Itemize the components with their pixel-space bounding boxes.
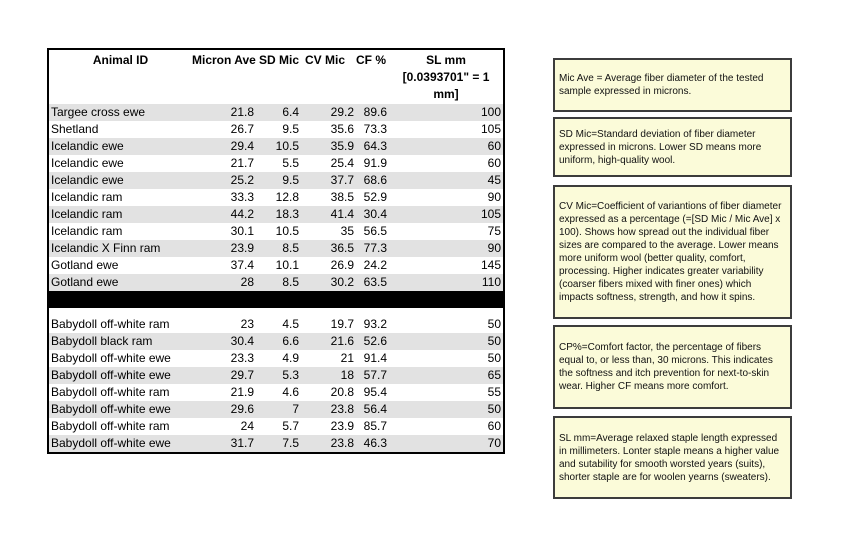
- cf-pct-cell: 56.5: [363, 224, 387, 238]
- sd-mic-cell: 8.5: [282, 241, 299, 255]
- sd-mic-cell: 5.7: [282, 419, 299, 433]
- animal-id-cell: Icelandic ram: [51, 190, 123, 204]
- cf-pct-cell: 46.3: [363, 436, 387, 450]
- spacer-row: [49, 308, 503, 316]
- cf-pct-cell: 56.4: [363, 402, 387, 416]
- micron-ave-cell: 26.7: [230, 122, 254, 136]
- cf-pct-cell: 68.6: [363, 173, 387, 187]
- cv-mic-cell: 23.8: [330, 436, 354, 450]
- sl-mm-cell: 60: [487, 156, 501, 170]
- sd-mic-cell: 9.5: [282, 122, 299, 136]
- table-row: [49, 155, 503, 172]
- sl-mm-cell: 50: [487, 334, 501, 348]
- cf-pct-cell: 85.7: [363, 419, 387, 433]
- sd-mic-cell: 4.5: [282, 317, 299, 331]
- table-row: [49, 189, 503, 206]
- animal-id-cell: Targee cross ewe: [51, 105, 146, 119]
- sd-mic-cell: 4.6: [282, 385, 299, 399]
- sd-mic-cell: 7: [292, 402, 299, 416]
- table-row: [49, 316, 503, 333]
- animal-id-cell: Babydoll black ram: [51, 334, 153, 348]
- table-body-group2: [49, 316, 503, 452]
- sd-mic-cell: 8.5: [282, 275, 299, 289]
- animal-id-cell: Icelandic ewe: [51, 139, 124, 153]
- table-row: [49, 367, 503, 384]
- micron-ave-cell: 29.6: [230, 402, 254, 416]
- micron-ave-cell: 33.3: [230, 190, 254, 204]
- header-sl-mm-line2: [0.0393701" = 1: [402, 70, 490, 84]
- header-micron-ave: Micron Ave: [192, 53, 256, 67]
- note-cv-mic: [553, 185, 792, 319]
- cv-mic-cell: 35.9: [330, 139, 354, 153]
- header-sl-mm-line3: mm]: [433, 87, 459, 101]
- micron-ave-cell: 21.9: [230, 385, 254, 399]
- sd-mic-cell: 18.3: [275, 207, 299, 221]
- sd-mic-cell: 10.5: [275, 224, 299, 238]
- sd-mic-cell: 7.5: [282, 436, 299, 450]
- cv-mic-cell: 25.4: [330, 156, 354, 170]
- micron-ave-cell: 29.4: [230, 139, 254, 153]
- cv-mic-cell: 36.5: [330, 241, 354, 255]
- note-cf-pct: [553, 325, 792, 409]
- cv-mic-cell: 21: [340, 351, 354, 365]
- sl-mm-cell: 90: [487, 241, 501, 255]
- animal-id-cell: Icelandic ram: [51, 207, 123, 221]
- animal-id-cell: Icelandic ewe: [51, 156, 124, 170]
- sd-mic-cell: 6.4: [282, 105, 299, 119]
- cv-mic-cell: 19.7: [330, 317, 354, 331]
- sl-mm-cell: 100: [480, 105, 501, 119]
- header-cv-mic: CV Mic: [304, 53, 345, 67]
- animal-id-cell: Icelandic ram: [51, 224, 123, 238]
- micron-ave-cell: 24: [240, 419, 254, 433]
- micron-ave-cell: 23.3: [230, 351, 254, 365]
- note-sd-mic: [553, 117, 792, 177]
- sl-mm-cell: 45: [487, 173, 501, 187]
- cf-pct-cell: 30.4: [363, 207, 387, 221]
- cv-mic-cell: 35: [340, 224, 354, 238]
- table-row: [49, 333, 503, 350]
- note-sl-mm: [553, 416, 792, 499]
- header-sd-mic: SD Mic: [258, 53, 299, 67]
- table-row: [49, 172, 503, 189]
- sl-mm-cell: 50: [487, 351, 501, 365]
- cv-mic-cell: 23.9: [330, 419, 354, 433]
- cv-mic-cell: 30.2: [330, 275, 354, 289]
- sl-mm-cell: 50: [487, 317, 501, 331]
- micron-ave-cell: 21.7: [230, 156, 254, 170]
- sl-mm-cell: 50: [487, 402, 501, 416]
- table-row: [49, 121, 503, 138]
- animal-id-cell: Babydoll off-white ewe: [51, 402, 171, 416]
- table-body-group1: [49, 104, 503, 291]
- sl-mm-cell: 90: [487, 190, 501, 204]
- sd-mic-cell: 5.3: [282, 368, 299, 382]
- sl-mm-cell: 60: [487, 419, 501, 433]
- sl-mm-cell: 60: [487, 139, 501, 153]
- cv-mic-cell: 23.8: [330, 402, 354, 416]
- note-mic-ave: [553, 58, 792, 112]
- micron-ave-cell: 30.1: [230, 224, 254, 238]
- cf-pct-cell: 77.3: [363, 241, 387, 255]
- table-row: [49, 223, 503, 240]
- sd-mic-cell: 6.6: [282, 334, 299, 348]
- cf-pct-cell: 93.2: [363, 317, 387, 331]
- animal-id-cell: Babydoll off-white ram: [51, 317, 170, 331]
- animal-id-cell: Babydoll off-white ewe: [51, 436, 171, 450]
- sd-mic-cell: 9.5: [282, 173, 299, 187]
- header-sl-mm-line1: SL mm: [426, 53, 466, 67]
- table-row: [49, 104, 503, 121]
- micron-ave-cell: 31.7: [230, 436, 254, 450]
- note-sl-mm-text: SL mm=Average relaxed staple length expressed in millimeters. Lonter staple means a higher value and sutability for smooth worsted years (suits), shorter staple are for woolen yearns (sweaters).: [559, 432, 780, 483]
- sl-mm-cell: 110: [481, 275, 501, 289]
- micron-ave-cell: 30.4: [230, 334, 254, 348]
- cv-mic-cell: 29.2: [330, 105, 354, 119]
- sd-mic-cell: 12.8: [275, 190, 299, 204]
- micron-ave-cell: 29.7: [230, 368, 254, 382]
- cv-mic-cell: 26.9: [330, 258, 354, 272]
- animal-id-cell: Gotland ewe: [51, 275, 119, 289]
- micron-ave-cell: 37.4: [230, 258, 254, 272]
- sl-mm-cell: 55: [487, 385, 501, 399]
- table-row: [49, 257, 503, 274]
- cf-pct-cell: 57.7: [363, 368, 387, 382]
- cf-pct-cell: 24.2: [363, 258, 387, 272]
- cv-mic-cell: 35.6: [330, 122, 354, 136]
- animal-id-cell: Icelandic X Finn ram: [51, 241, 161, 255]
- cf-pct-cell: 95.4: [363, 385, 387, 399]
- cv-mic-cell: 38.5: [330, 190, 354, 204]
- sd-mic-cell: 10.1: [275, 258, 299, 272]
- animal-id-cell: Icelandic ewe: [51, 173, 124, 187]
- cv-mic-cell: 37.7: [330, 173, 354, 187]
- animal-id-cell: Babydoll off-white ewe: [51, 368, 171, 382]
- micron-ave-cell: 23.9: [230, 241, 254, 255]
- sl-mm-cell: 105: [480, 122, 501, 136]
- fleece-data-table: [47, 48, 505, 454]
- cf-pct-cell: 91.4: [363, 351, 387, 365]
- sl-mm-cell: 105: [480, 207, 501, 221]
- table-row: [49, 240, 503, 257]
- note-sd-mic-text: SD Mic=Standard deviation of fiber diameter expressed in microns. Lower SD means more uniform, high-quality wool.: [559, 128, 762, 166]
- animal-id-cell: Gotland ewe: [51, 258, 119, 272]
- micron-ave-cell: 44.2: [230, 207, 254, 221]
- header-sl-mm: [389, 50, 503, 103]
- note-cv-mic-text: CV Mic=Coefficient of variantions of fiber diameter expressed as a percentage (=[SD Mic / Mic Ave] x 100). Shows how spread out the individual fiber sizes are compared to the average. Lower means more uniform wool (better quality, comfort, processing. Higher indicates greater variability (coarser fibers mixed with finer ones) which impacts softness, strength, and how it spins.: [559, 201, 782, 303]
- sl-mm-cell: 145: [480, 258, 501, 272]
- micron-ave-cell: 23: [240, 317, 254, 331]
- table-row: [49, 206, 503, 223]
- animal-id-cell: Shetland: [51, 122, 99, 136]
- header-animal-id: Animal ID: [92, 53, 149, 67]
- table-row: [49, 435, 503, 452]
- cf-pct-cell: 64.3: [363, 139, 387, 153]
- cf-pct-cell: 73.3: [363, 122, 387, 136]
- animal-id-cell: Babydoll off-white ram: [51, 419, 170, 433]
- micron-ave-cell: 28: [240, 275, 254, 289]
- sd-mic-cell: 4.9: [282, 351, 299, 365]
- micron-ave-cell: 21.8: [230, 105, 254, 119]
- table-row: [49, 138, 503, 155]
- header-cf-pct: CF %: [356, 53, 386, 67]
- table-header-row: [49, 50, 503, 104]
- sl-mm-cell: 75: [487, 224, 501, 238]
- sl-mm-cell: 70: [487, 436, 501, 450]
- micron-ave-cell: 25.2: [230, 173, 254, 187]
- table-row: [49, 274, 503, 291]
- cf-pct-cell: 63.5: [363, 275, 387, 289]
- separator-row: [49, 291, 503, 308]
- table-row: [49, 418, 503, 435]
- cf-pct-cell: 52.6: [363, 334, 387, 348]
- table-row: [49, 350, 503, 367]
- cf-pct-cell: 52.9: [363, 190, 387, 204]
- cf-pct-cell: 91.9: [363, 156, 387, 170]
- note-cf-pct-text: CP%=Comfort factor, the percentage of fibers equal to, or less than, 30 microns. This indicates the softness and itch prevention for next-to-skin wear. Higher CF means more comfort.: [559, 342, 773, 392]
- note-mic-ave-text: Mic Ave = Average fiber diameter of the tested sample expressed in microns.: [559, 73, 764, 97]
- cv-mic-cell: 41.4: [330, 207, 354, 221]
- table-row: [49, 384, 503, 401]
- cv-mic-cell: 18: [340, 368, 354, 382]
- cv-mic-cell: 20.8: [330, 385, 354, 399]
- animal-id-cell: Babydoll off-white ram: [51, 385, 170, 399]
- sd-mic-cell: 10.5: [275, 139, 299, 153]
- animal-id-cell: Babydoll off-white ewe: [51, 351, 171, 365]
- sl-mm-cell: 65: [487, 368, 501, 382]
- cv-mic-cell: 21.6: [330, 334, 354, 348]
- table-row: [49, 401, 503, 418]
- cf-pct-cell: 89.6: [363, 105, 387, 119]
- sd-mic-cell: 5.5: [282, 156, 299, 170]
